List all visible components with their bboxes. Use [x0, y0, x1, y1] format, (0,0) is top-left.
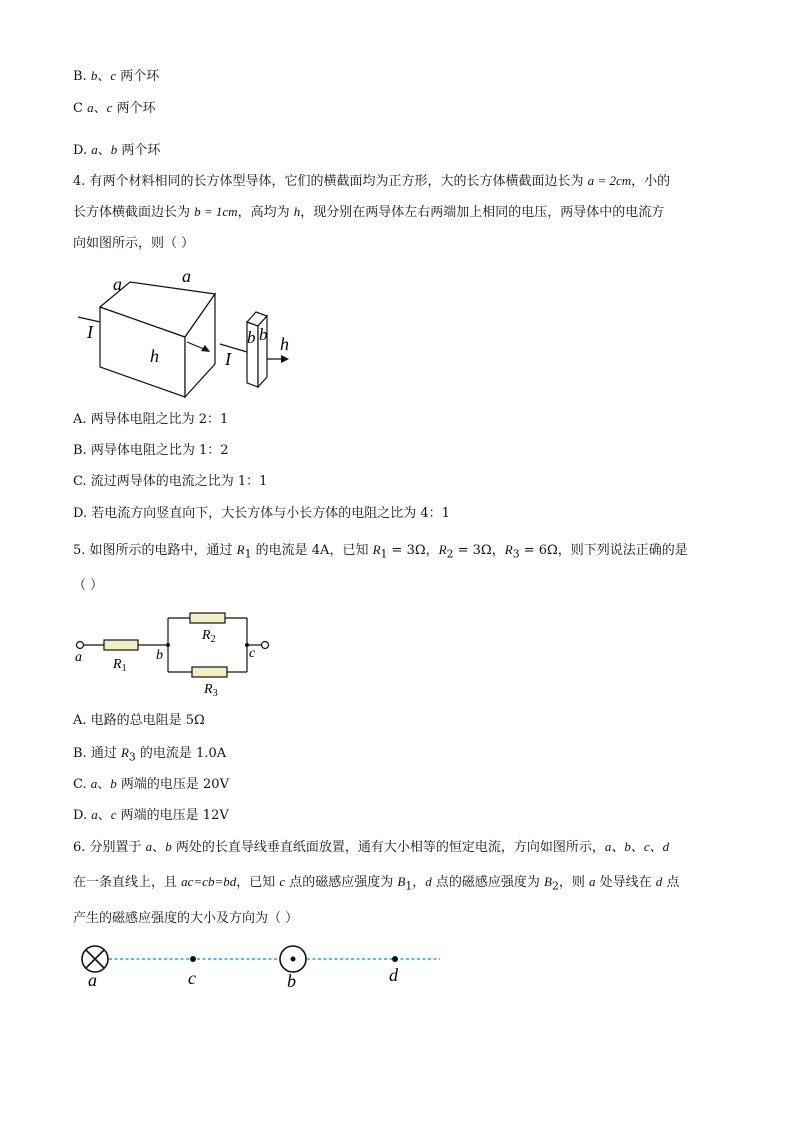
q4-option-a: A. 两导体电阻之比为 2：1	[73, 412, 229, 427]
conductor-blocks-figure	[70, 262, 310, 402]
q6-stem-line3: 产生的磁感应强度的大小及方向为（ ）	[73, 911, 299, 926]
resistor-r1	[104, 640, 138, 650]
terminal-c	[262, 642, 269, 649]
label-h-small: h	[280, 334, 289, 354]
label-a-left: a	[113, 274, 122, 294]
q4-stem-line3: 向如图所示，则（ ）	[73, 236, 195, 251]
label-a-right: a	[182, 266, 191, 286]
q5-option-c: C. a、b 两端的电压是 20V	[73, 776, 229, 792]
label-b: b	[287, 971, 296, 991]
resistor-r2	[190, 613, 225, 623]
wires-figure	[75, 940, 445, 995]
q4-option-b: B. 两导体电阻之比为 1：2	[73, 443, 229, 458]
q5-stem-line2: （ ）	[73, 578, 104, 593]
label-r3: $R_3$	[204, 682, 218, 699]
resistor-r3	[192, 667, 227, 677]
label-b-right: b	[259, 325, 268, 344]
circuit-figure	[70, 605, 280, 700]
label-c: c	[249, 646, 256, 661]
option-c-prev: C a、c 两个环	[73, 100, 156, 116]
point-c	[190, 956, 196, 962]
q5-option-b: B. 通过 $R_3$ 的电流是 1.0A	[73, 745, 227, 764]
label-d: d	[389, 965, 398, 985]
q5-stem-line1: 5. 如图所示的电路中，通过 $R_1$ 的电流是 4A，已知 $R_1 = 3\Omega$，$R_2 = 3\Omega$，$R_3 = 6\Omega$，则下列说法正确的是	[73, 542, 688, 561]
label-b: b	[156, 648, 163, 663]
label-r1: $R_1$	[113, 657, 127, 674]
label-b-left: b	[247, 328, 256, 347]
q5-option-a: A. 电路的总电阻是 5Ω	[73, 713, 205, 728]
q5-option-d: D. a、c 两端的电压是 12V	[73, 807, 229, 823]
option-b-prev: B. b、c 两个环	[73, 68, 160, 84]
wire-b-dot	[291, 957, 296, 962]
q4-option-c: C. 流过两导体的电流之比为 1：1	[73, 474, 268, 489]
label-r2: $R_2$	[202, 628, 216, 645]
terminal-a	[77, 642, 84, 649]
label-i-big: I	[87, 322, 93, 342]
label-a: a	[75, 650, 82, 665]
q4-stem-line2: 长方体横截面边长为 b = 1cm，高均为 h，现分别在两导体左右两端加上相同的电压，两导体中的电流方	[73, 204, 665, 220]
arrowhead-small	[281, 355, 289, 363]
label-i-small: I	[225, 349, 231, 369]
q4-stem-line1: 4. 有两个材料相同的长方体型导体，它们的横截面均为正方形，大的长方体横截面边长为 a = 2cm，小的	[73, 173, 671, 189]
label-c: c	[188, 968, 196, 988]
q4-option-d: D. 若电流方向竖直向下，大长方体与小长方体的电阻之比为 4：1	[73, 506, 450, 521]
label-a: a	[88, 970, 97, 990]
point-d	[392, 956, 398, 962]
q6-stem-line2: 在一条直线上，且 ac=cb=bd，已知 c 点的磁感应强度为 $B_1$，d 点的磁感应强度为 $B_2$，则 a 处导线在 d 点	[73, 874, 680, 893]
option-d-prev: D. a、b 两个环	[73, 142, 161, 158]
label-h-big: h	[150, 346, 159, 366]
q6-stem-line1: 6. 分别置于 a、b 两处的长直导线垂直纸面放置，通有大小相等的恒定电流，方向如图所示，a、b、c、d	[73, 839, 670, 855]
